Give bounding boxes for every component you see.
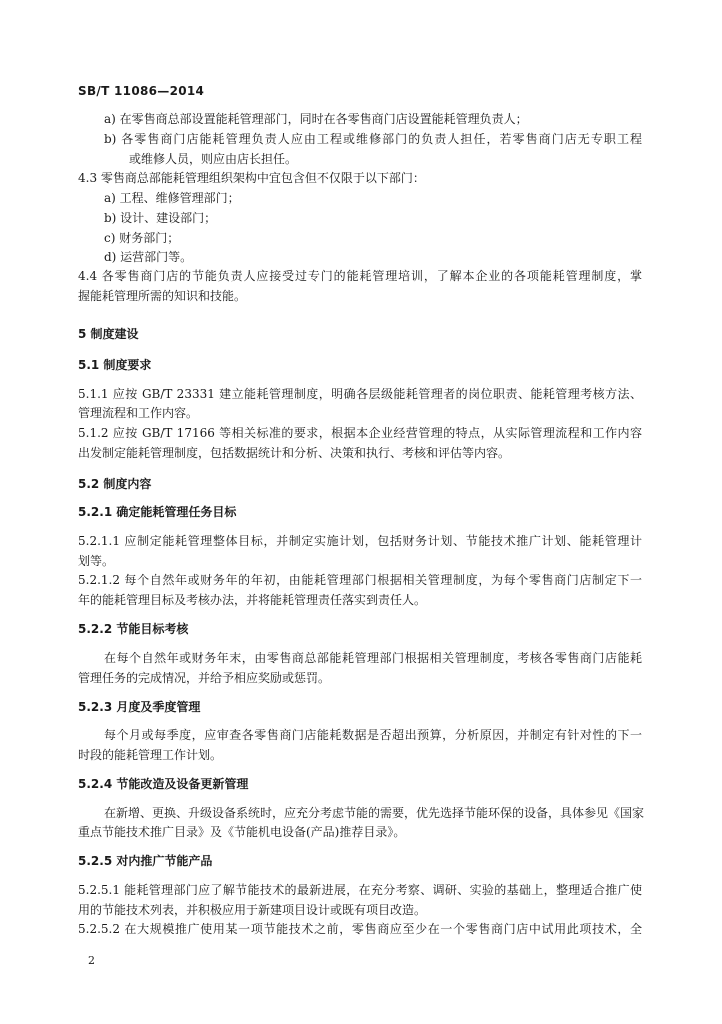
- standard-code-header: SB/T 11086—2014: [78, 84, 205, 98]
- text-line: 5.2.1.2 每个自然年或财务年的年初，由能耗管理部门根据相关管理制度，为每个零售商门店制定下一: [78, 573, 642, 587]
- text-line: 5.2.1.1 应制定能耗管理整体目标，并制定实施计划，包括财务计划、节能技术推广计划、能耗管理计: [78, 534, 642, 548]
- text-line: 在新增、更换、升级设备系统时，应充分考虑节能的需要，优先选择节能环保的设备，具体参见《国家: [104, 806, 645, 820]
- text-line: 划等。: [78, 554, 115, 568]
- text-line: a) 工程、维修管理部门；: [104, 191, 240, 205]
- text-line: 或维修人员，则应由店长担任。: [129, 152, 298, 166]
- text-line: 5.1.2 应按 GB/T 17166 等相关标准的要求，根据本企业经营管理的特点，从实际管理流程和工作内容: [78, 426, 642, 440]
- text-line: 重点节能技术推广目录》及《节能机电设备(产品)推荐目录》。: [78, 825, 406, 839]
- text-line: 管理任务的完成情况，并给予相应奖励或惩罚。: [78, 671, 331, 685]
- section-heading: 5.2.4 节能改造及设备更新管理: [78, 777, 249, 791]
- text-line: 4.3 零售商总部能耗管理组织架构中宜包含但不仅限于以下部门：: [78, 171, 425, 185]
- text-line: 在每个自然年或财务年末，由零售商总部能耗管理部门根据相关管理制度，考核各零售商门店能耗: [104, 651, 642, 665]
- text-line: 4.4 各零售商门店的节能负责人应接受过专门的能耗管理培训，了解本企业的各项能耗管理制度，掌: [78, 269, 642, 283]
- text-line: a) 在零售商总部设置能耗管理部门，同时在各零售商门店设置能耗管理负责人；: [104, 112, 528, 126]
- text-line: 5.1.1 应按 GB/T 23331 建立能耗管理制度，明确各层级能耗管理者的岗位职责、能耗管理考核方法、: [78, 387, 642, 401]
- text-line: d) 运营部门等。: [104, 250, 193, 264]
- section-heading: 5 制度建设: [78, 327, 139, 341]
- section-heading: 5.2.1 确定能耗管理任务目标: [78, 505, 237, 519]
- text-line: 5.2.5.1 能耗管理部门应了解节能技术的最新进展，在充分考察、调研、实验的基础上，整理适合推广使: [78, 883, 642, 897]
- text-line: 时段的能耗管理工作计划。: [78, 748, 223, 762]
- text-line: 出发制定能耗管理制度，包括数据统计和分析、决策和执行、考核和评估等内容。: [78, 446, 511, 460]
- text-line: 5.2.5.2 在大规模推广使用某一项节能技术之前，零售商应至少在一个零售商门店中试用此项技术，全: [78, 922, 642, 936]
- text-line: b) 设计、建设部门；: [104, 211, 217, 225]
- text-line: b) 各零售商门店能耗管理负责人应由工程或维修部门的负责人担任，若零售商门店无专职工程: [104, 132, 642, 146]
- text-line: 每个月或每季度，应审查各零售商门店能耗数据是否超出预算，分析原因，并制定有针对性的下一: [104, 728, 642, 742]
- text-line: 用的节能技术列表，并积极应用于新建项目设计或既有项目改造。: [78, 903, 427, 917]
- text-line: 管理流程和工作内容。: [78, 406, 199, 420]
- section-heading: 5.2.2 节能目标考核: [78, 622, 189, 636]
- text-line: c) 财务部门；: [104, 231, 180, 245]
- section-heading: 5.2.3 月度及季度管理: [78, 700, 201, 714]
- section-heading: 5.1 制度要求: [78, 358, 152, 372]
- text-line: 握能耗管理所需的知识和技能。: [78, 289, 247, 303]
- section-heading: 5.2.5 对内推广节能产品: [78, 854, 213, 868]
- text-line: 年的能耗管理目标及考核办法，并将能耗管理责任落实到责任人。: [78, 593, 427, 607]
- page-number: 2: [88, 954, 95, 967]
- section-heading: 5.2 制度内容: [78, 477, 152, 491]
